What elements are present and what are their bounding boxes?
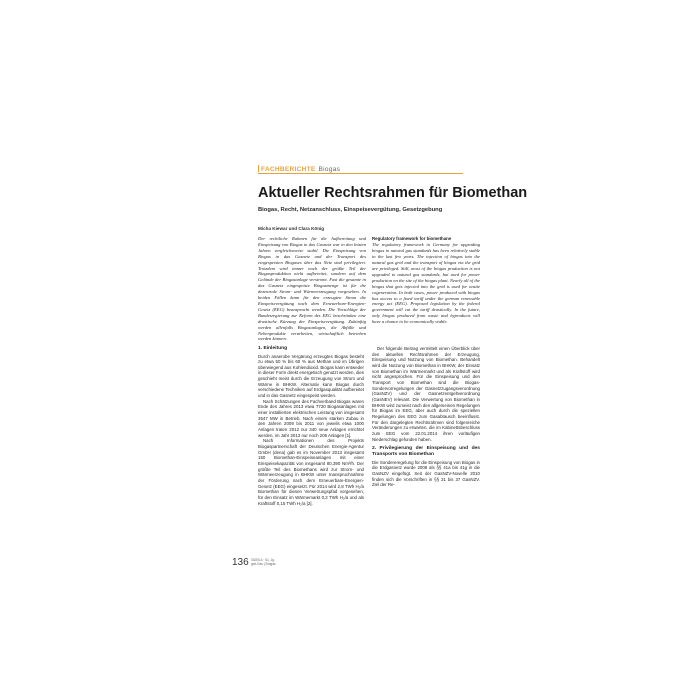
section-tag: [258, 165, 340, 173]
section-marker: [258, 165, 259, 172]
section-1-paragraph: Nach Schätzungen des Fachverband Biogas waren Ende des Jahres 2013 etwa 7720 Biogasanlagen mit einer installierten elektrischen Leistung von insgesamt 3547 MW in Betrieb. Nach einem starken Zubau in den Jahren 2009 bis 2011 von jeweils etwa 1000 Anlagen traten 2012 nur 340 neue Anlagen errichtet werden, im Jahr 2013 nur noch 205 Anlagen [1].: [258, 398, 364, 438]
header-rule: [258, 173, 463, 174]
article-keywords: Biogas, Recht, Netzanschluss, Einspeisevergütung, Gesetzgebung: [258, 207, 443, 213]
abstract-german: Der rechtliche Rahmen für die Aufbereitung und Einspeisung von Biogas in das Gasnetz war in den letzten Jahren vergleichsweise stabil. Die Einspeisung von Biogas in das Gasnetz und der Transport des eingespeisten Biogases über das Netz sind privilegiert. Trotzdem wird immer noch der größte Teil der Biogasproduktion nicht aufbereitet, sondern auf dem Gelände der Biogasanlage verstromt. Fast die gesamte in das Gasnetz eingespeiste Biogasmenge ist für die dezentrale Strom- und Wärmeerzeugung vorgesehen. In beiden Fällen kann für den erzeugten Strom die Einspeisevergütung nach dem Erneuerbare-Energien-Gesetz (EEG) beansprucht werden. Die Vorschläge der Bundesregierung zur Reform des EEG beschränken eine drastische Kürzung der Einspeisevergütung. Zukünftig werden allenfalls Biogasanlagen, die Abfälle und Nebenprodukte verarbeiten, wirtschaftlich betrieben werden können.: [258, 236, 366, 342]
section-1-paragraph: Nach Informationen des Projekts Biogaspartnerschaft der Deutschen Energie-Agentur GmbH (dena) gab es im November 2013 insgesamt 150 Biomethan-Einspeiseanlagen mit einer Einspeisekapazität von insgesamt 80.390 Nm³/h. Der größte Teil des Biomethans wird zur Strom- und Wärmeerzeugung in BHKW unter Inanspruchnahme der Förderung nach dem Erneuerbare-Energien-Gesetz (EEG) eingesetzt. Für 2014 wird 2,8 TWh H₂/a Biomethan für diesen Verwertungspfad vorgesehen, für den Einsatz im Wärmemarkt 0,2 TWh H₂/a und als Kraftstoff 0,15 TWh H₂/a [2].: [258, 438, 364, 506]
journal-info: [251, 559, 276, 567]
article-title: Aktueller Rechtsrahmen für Biomethan: [258, 185, 528, 201]
section-1-paragraph: Der folgende Beitrag vermittelt einen Überblick über den aktuellen Rechtsrahmen der Erzeugung, Einspeisung und Nutzung von Biomethan. Behandelt wird die Nutzung von Biomethan in BHKW, der Einsatz von Biomethan im Wärmemarkt und als Kraftstoff wird nicht angesprochen. Für die Einspeisung und den Transport von Biomethan sind die Biogas-Sondervorregelungen der Gasnetzzugangsverordnung (GasNZV) und der Gasnetzentgeltverordnung (GasNEV) relevant. Die Verwertung von Biomethan in BHKW wird zumeist nach den allgemeinen Regelungen für Biogas im EEG, aber auch durch die speziellen Regelungen des EEG zum Gasabtausch beeinflusst. Für den dargelegten Rechtsrahmen sind folgenreiche Veränderungen zu erwarten, die im Kabinettsbeschluss zum EEG vom 22.01.2014 ihren vorläufigen Niederschlag gefunden haben.: [372, 346, 480, 442]
section-1-heading: 1. Einleitung: [258, 346, 288, 351]
body-column-left: [258, 346, 364, 506]
journal-issue: 03/2014 · 61. Jg.: [251, 558, 275, 562]
body-column-right: [372, 346, 480, 488]
section-topic: Biogas: [318, 166, 341, 173]
section-1-paragraph: Durch anaerobe Vergärung erzeugtes Biogas besteht zu etwa 50 % bis 60 % aus Methan und im Übrigen überwiegend aus Kohlendioxid. Biogas kann entweder in dieser Form direkt energetisch genutzt werden, dies geschieht meist durch die Erzeugung von Strom und Wärme in BHKW. Alternativ kann Biogas durch verschiedene Techniken auf Erdgasqualität aufbereitet und in das Gasnetz eingespeist werden.: [258, 353, 364, 399]
article-authors: Micha Kiewar und Clara König: [258, 226, 325, 231]
abstract-english-text: The regulatory framework in Germany for upgrading biogas to natural gas standards has been relatively stable in the last few years. The injection of biogas into the natural gas grid and the transport of biogas via the grid are privileged. Still, most of the biogas production is not upgraded to natural gas standards, but used for power production on the site of the biogas plant. Nearly all of the biogas that gets injected into the grid is used for onsite cogeneration. In both cases, power produced with biogas has access to a fixed tariff under the german renewable energy act (EEG). Proposed legislation by the federal government will cut the tariff drastically. In the future, only biogas produced from waste and byproducts will have a chance to be economically viable.: [372, 242, 480, 325]
section-2-paragraph: Die Sondereregelung für die Einspeisung von Biogas in die Erdgasnetz wurde 2008 als §§ 41a bis 41g in die GasNZV eingefügt. Seit der GasNZV-Novelle 2010 finden sich die Vorschriften in §§ 31 bis 37 GasNZV. Ziel der Re-: [372, 459, 480, 488]
section-2-heading: 2. Privilegierung der Einspeisung und des Transports von Biomethan: [372, 446, 480, 458]
journal-name: gwf-Gas | Erdgas: [251, 561, 276, 566]
abstract-english-heading: Regulatory framework for biomethane: [372, 236, 452, 241]
page-number: 136: [232, 557, 249, 568]
abstract-english: [372, 236, 480, 325]
section-label: FACHBERICHTE: [261, 166, 316, 173]
